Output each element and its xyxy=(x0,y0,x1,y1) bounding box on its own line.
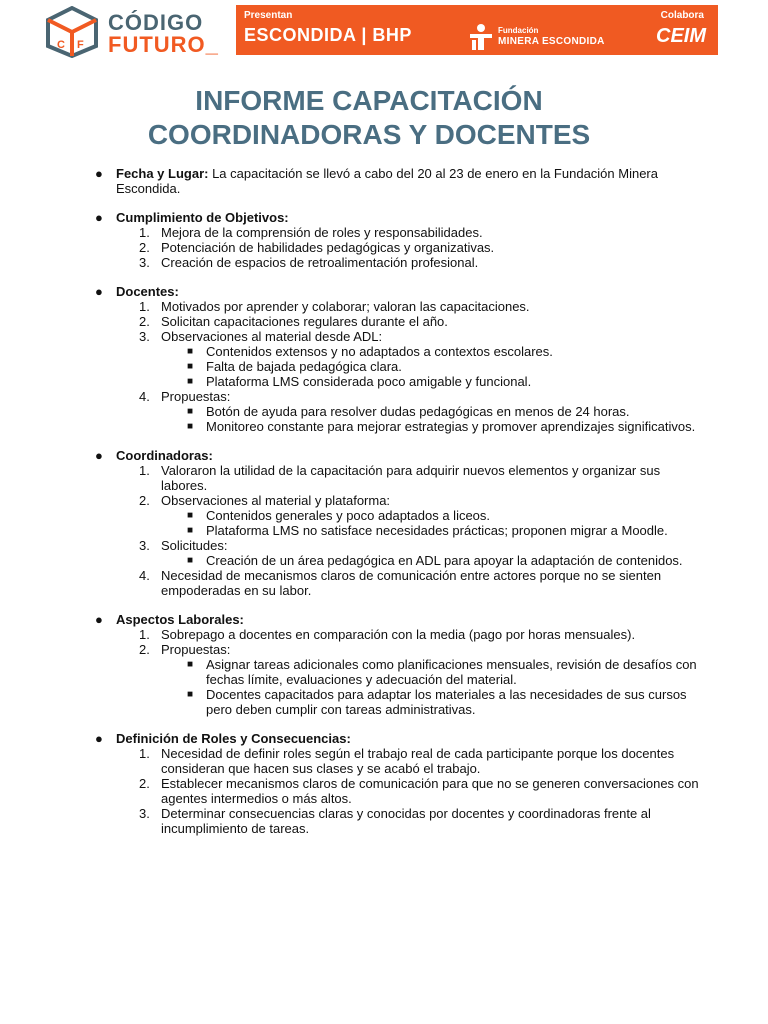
page-header xyxy=(0,0,768,62)
fundacion-person-icon xyxy=(468,23,494,51)
sub-list-item: ■ Contenidos generales y poco adaptados a liceos. xyxy=(187,508,491,523)
logo-text-codigo: CÓDIGO xyxy=(108,10,204,35)
list-item: 1. Motivados por aprender y colaborar; valoran las capacitaciones. xyxy=(139,299,530,314)
list-item: 3. Determinar consecuencias claras y conocidas por docentes y coordinadoras frente al incumplimiento de tareas. xyxy=(139,806,651,836)
sub-list-item: ■ Contenidos extensos y no adaptados a contextos escolares. xyxy=(187,344,553,359)
bullet-icon: ● xyxy=(95,210,103,225)
square-bullet-icon: ■ xyxy=(187,346,194,357)
section-label: Cumplimiento de Objetivos: xyxy=(116,210,289,225)
square-bullet-icon: ■ xyxy=(187,555,194,566)
section-coordinadoras xyxy=(95,448,705,598)
bullet-icon: ● xyxy=(95,284,103,299)
sub-list-item: ■ Docentes capacitados para adaptar los materiales a las necesidades de sus cursos pero deben cumplir con tareas administrativas. xyxy=(187,687,687,717)
list-item: 4. Necesidad de mecanismos claros de comunicación entre actores porque no se sienten empoderadas en su labor. xyxy=(139,568,662,598)
bullet-icon: ● xyxy=(95,448,103,463)
bullet-icon: ● xyxy=(95,731,103,746)
sub-list-item: ■ Plataforma LMS considerada poco amigable y funcional. xyxy=(187,374,532,389)
list-item: 3. Observaciones al material desde ADL: ■ Contenidos extensos y no adaptados a contextos escolares. ■ Falta de bajada pedagógica clara. ■ Plataforma LMS considerada poco amigable y funcional. xyxy=(95,329,705,389)
section-label: Definición de Roles y Consecuencias: xyxy=(116,731,351,746)
sub-list-item: ■ Falta de bajada pedagógica clara. xyxy=(187,359,402,374)
list-item: 3. Creación de espacios de retroalimentación profesional. xyxy=(139,255,479,270)
square-bullet-icon: ■ xyxy=(187,376,194,387)
list-item: 1. Mejora de la comprensión de roles y responsabilidades. xyxy=(139,225,483,240)
square-bullet-icon: ■ xyxy=(187,659,194,670)
list-item: 2. Propuestas: ■ Asignar tareas adicionales como planificaciones mensuales, revisión de desafíos con fechas límite, evaluaciones y adecuación del material. ■ Docentes capacitados para adaptar los materiales a las necesidades de sus cursos pero deben cumplir con tareas administrativas. xyxy=(95,642,705,717)
square-bullet-icon: ■ xyxy=(187,361,194,372)
page-title xyxy=(0,84,738,152)
logo-text-futuro: FUTURO_ xyxy=(108,32,219,57)
sponsor-banner xyxy=(236,5,718,55)
sub-list-item: ■ Asignar tareas adicionales como planificaciones mensuales, revisión de desafíos con fechas límite, evaluaciones y adecuación del material. xyxy=(187,657,697,687)
list-item: 2. Establecer mecanismos claros de comunicación para que no se generen conversaciones con agentes intermedios o más altos. xyxy=(139,776,699,806)
list-item: 2. Observaciones al material y plataforma: ■ Contenidos generales y poco adaptados a liceos. ■ Plataforma LMS no satisface necesidades prácticas; proponen migrar a Moodle. xyxy=(95,493,705,538)
section-label: Docentes: xyxy=(116,284,179,299)
minera-escondida-label: MINERA ESCONDIDA xyxy=(498,36,605,47)
list-item: 3. Solicitudes: ■ Creación de un área pedagógica en ADL para apoyar la adaptación de contenidos. xyxy=(95,538,705,568)
section-objetivos xyxy=(95,210,705,270)
sub-list-item: ■ Plataforma LMS no satisface necesidades prácticas; proponen migrar a Moodle. xyxy=(187,523,668,538)
list-item: 2. Solicitan capacitaciones regulares durante el año. xyxy=(139,314,448,329)
ceim-logo: CEIM xyxy=(656,25,706,47)
section-text: La capacitación se llevó a cabo del 20 al 23 de enero en la Fundación Minera Escondida. xyxy=(116,166,658,196)
section-roles-consecuencias xyxy=(95,731,705,836)
square-bullet-icon: ■ xyxy=(187,510,194,521)
square-bullet-icon: ■ xyxy=(187,421,194,432)
sub-list-item: ■ Creación de un área pedagógica en ADL para apoyar la adaptación de contenidos. xyxy=(187,553,683,568)
presentan-label: Presentan xyxy=(244,10,293,21)
title-line-2: COORDINADORAS Y DOCENTES xyxy=(147,119,591,150)
colabora-label: Colabora xyxy=(660,10,704,21)
section-label: Fecha y Lugar: xyxy=(116,166,209,181)
svg-text:C: C xyxy=(57,39,65,51)
escondida-bhp-logo: ESCONDIDA | BHP xyxy=(244,25,412,45)
section-label: Coordinadoras: xyxy=(116,448,213,463)
section-docentes xyxy=(95,284,705,434)
bullet-icon: ● xyxy=(95,166,103,181)
list-item: 2. Potenciación de habilidades pedagógicas y organizativas. xyxy=(139,240,495,255)
list-item: 1. Sobrepago a docentes en comparación con la media (pago por horas mensuales). xyxy=(139,627,636,642)
svg-text:F: F xyxy=(77,39,84,51)
cube-logo-icon xyxy=(44,6,100,58)
report-body xyxy=(95,166,705,850)
section-aspectos-laborales xyxy=(95,612,705,717)
square-bullet-icon: ■ xyxy=(187,525,194,536)
bullet-icon: ● xyxy=(95,612,103,627)
list-item: 1. Necesidad de definir roles según el trabajo real de cada participante porque los docentes consideran que hacen sus clases y se acabó el trabajo. xyxy=(139,746,675,776)
title-line-1: INFORME CAPACITACIÓN xyxy=(195,85,543,116)
section-label: Aspectos Laborales: xyxy=(116,612,244,627)
list-item: 4. Propuestas: ■ Botón de ayuda para resolver dudas pedagógicas en menos de 24 horas. ■ Monitoreo constante para mejorar estrategias y promover aprendizajes significativos. xyxy=(95,389,705,434)
sub-list-item: ■ Monitoreo constante para mejorar estrategias y promover aprendizajes significativos. xyxy=(187,419,696,434)
sub-list-item: ■ Botón de ayuda para resolver dudas pedagógicas en menos de 24 horas. xyxy=(187,404,630,419)
list-item: 1. Valoraron la utilidad de la capacitación para adquirir nuevos elementos y organizar sus labores. xyxy=(139,463,661,493)
codigo-futuro-logo xyxy=(44,6,236,58)
square-bullet-icon: ■ xyxy=(187,689,194,700)
square-bullet-icon: ■ xyxy=(187,406,194,417)
section-fecha-lugar xyxy=(95,166,705,196)
fundacion-label: Fundación xyxy=(498,26,539,35)
